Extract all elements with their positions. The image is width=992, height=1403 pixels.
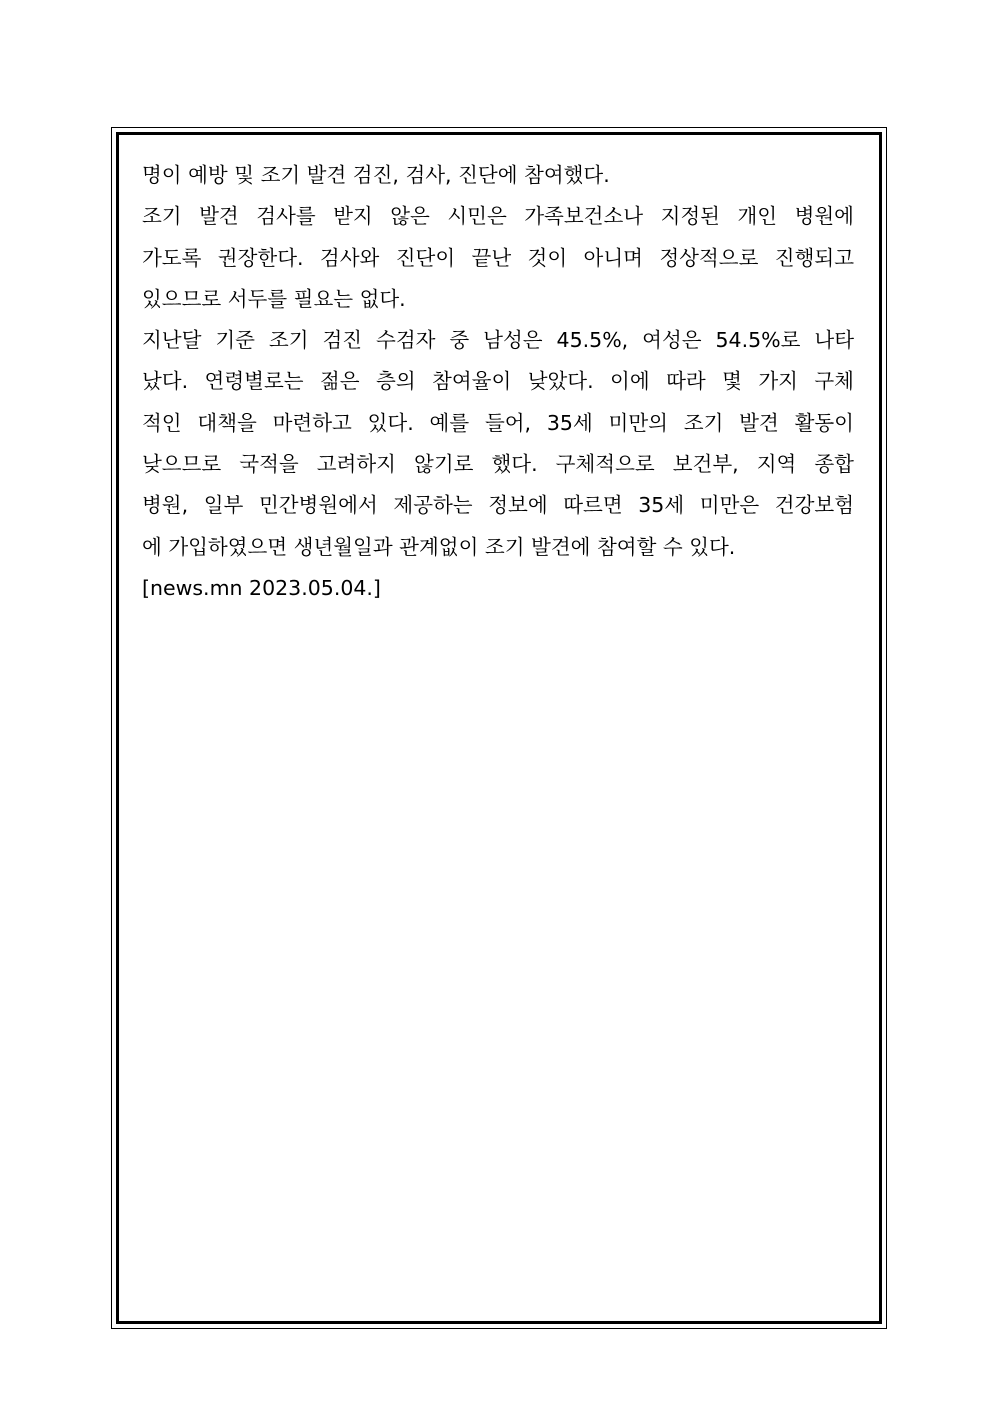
paragraph-line-10: 에 가입하였으면 생년월일과 관계없이 조기 발견에 참여할 수 있다. <box>142 534 736 559</box>
paragraph-line-3: 가도록 권장한다. 검사와 진단이 끝난 것이 아니며 정상적으로 진행되고 <box>142 245 854 270</box>
source-citation: [news.mn 2023.05.04.] <box>142 575 381 600</box>
paragraph-line-9: 병원, 일부 민간병원에서 제공하는 정보에 따르면 35세 미만은 건강보험 <box>142 493 854 518</box>
paragraph-line-1: 명이 예방 및 조기 발견 검진, 검사, 진단에 참여했다. <box>142 163 610 187</box>
paragraph-line-6: 났다. 연령별로는 젊은 층의 참여율이 낮았다. 이에 따라 몇 가지 구체 <box>142 369 854 394</box>
paragraph-line-8: 낮으므로 국적을 고려하지 않기로 했다. 구체적으로 보건부, 지역 종합 <box>142 452 854 477</box>
paragraph-line-5: 지난달 기준 조기 검진 수검자 중 남성은 45.5%, 여성은 54.5%로 나타 <box>142 328 854 353</box>
paragraph-line-2: 조기 발견 검사를 받지 않은 시민은 가족보건소나 지정된 개인 병원에 <box>142 204 854 229</box>
article-body <box>142 155 854 609</box>
paragraph-line-4: 있으므로 서두를 필요는 없다. <box>142 286 406 311</box>
paragraph-line-7: 적인 대책을 마련하고 있다. 예를 들어, 35세 미만의 조기 발견 활동이 <box>142 410 854 435</box>
